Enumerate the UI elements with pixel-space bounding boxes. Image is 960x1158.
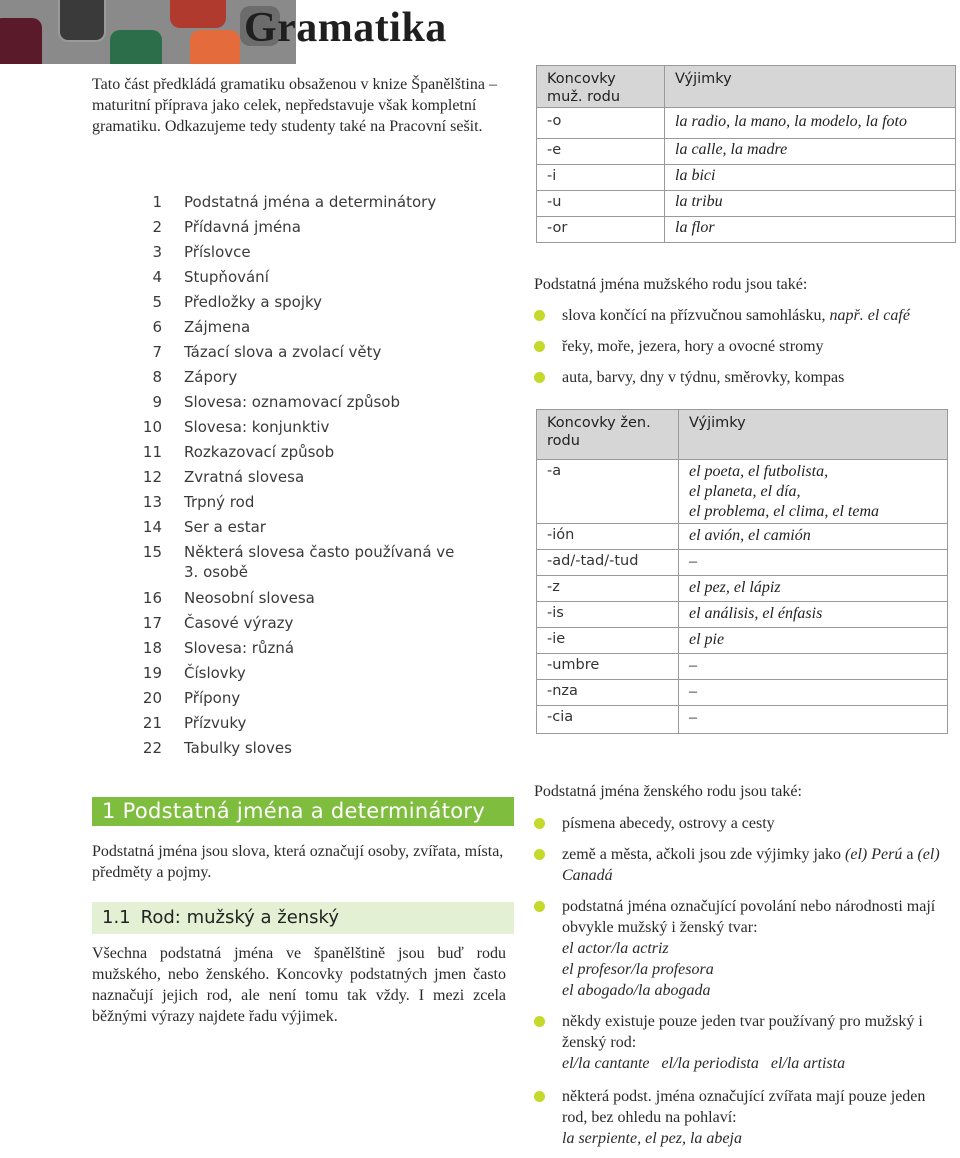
masculine-endings-table [536, 65, 956, 243]
toc-label: Zápory [184, 368, 238, 386]
table-row [537, 576, 948, 602]
ending-cell: -a [537, 460, 679, 524]
ending-cell: -is [537, 602, 679, 628]
item-example: (el) Canadá [562, 846, 940, 884]
list-item [534, 896, 946, 1001]
toc-number: 16 [142, 589, 162, 607]
toc-label: Ser a estar [184, 518, 266, 536]
toc-label: Tázací slova a zvolací věty [184, 343, 382, 361]
toc-item [140, 367, 470, 392]
toc-item [140, 713, 470, 738]
toc-number: 19 [142, 664, 162, 682]
item-text: písmena abecedy, ostrovy a cesty [562, 815, 775, 832]
decor-tile [110, 30, 162, 64]
toc-item [140, 417, 470, 442]
exception-line: el poeta, el futbolista, [689, 463, 829, 480]
toc-number: 8 [152, 368, 162, 386]
bullet-icon [534, 310, 545, 321]
exceptions-cell [679, 460, 948, 524]
toc-label: Slovesa: různá [184, 639, 295, 657]
toc-label: Neosobní slovesa [184, 589, 315, 607]
list-item [534, 367, 946, 388]
exception-line: el problema, el clima, el tema [689, 503, 880, 520]
toc-item [140, 317, 470, 342]
table-header: Výjimky [665, 66, 956, 108]
ending-cell: -cia [537, 706, 679, 734]
table-row [537, 108, 956, 139]
item-text: auta, barvy, dny v týdnu, směrovky, kompas [562, 369, 845, 386]
exceptions-cell: la flor [665, 217, 956, 243]
toc-number: 13 [142, 493, 162, 511]
toc-label: Zvratná slovesa [184, 468, 305, 486]
toc-number: 3 [152, 243, 162, 261]
item-text: země a města, ačkoli jsou zde výjimky jako [562, 846, 846, 863]
ending-cell: -umbre [537, 654, 679, 680]
masculine-also-list [534, 305, 946, 398]
toc-item [140, 442, 470, 467]
toc-label: Příslovce [184, 243, 251, 261]
table-of-contents [140, 192, 470, 763]
ending-cell: -u [537, 191, 665, 217]
bullet-icon [534, 818, 545, 829]
toc-label: Tabulky sloves [184, 739, 292, 757]
toc-number: 9 [152, 393, 162, 411]
toc-number: 18 [142, 639, 162, 657]
subsection-number: 1.1 [102, 907, 131, 928]
item-text: podstatná jména označující povolání nebo národnosti mají obvykle mužský i ženský tvar: [562, 898, 936, 936]
exceptions-cell: la calle, la madre [665, 139, 956, 165]
toc-item [140, 267, 470, 292]
toc-number: 17 [142, 614, 162, 632]
toc-item [140, 492, 470, 517]
item-text: řeky, moře, jezera, hory a ovocné stromy [562, 338, 824, 355]
exceptions-cell: la bici [665, 165, 956, 191]
toc-label: Časové výrazy [184, 614, 294, 632]
decor-tile [190, 30, 240, 64]
exceptions-cell [679, 654, 948, 680]
exceptions-cell [679, 550, 948, 576]
toc-item [140, 342, 470, 367]
section-paragraph: Podstatná jména jsou slova, která označují osoby, zvířata, místa, předměty a pojmy. [92, 843, 504, 881]
table-row [537, 524, 948, 550]
toc-number: 20 [142, 689, 162, 707]
bullet-icon [534, 901, 545, 912]
item-text: některá podst. jména označující zvířata mají pouze jeden rod, bez ohledu na pohlaví: [562, 1088, 926, 1126]
toc-number: 2 [152, 218, 162, 236]
table-header: Výjimky [679, 410, 948, 460]
toc-label: Předložky a spojky [184, 293, 323, 311]
toc-label: Rozkazovací způsob [184, 443, 335, 461]
exceptions-cell [679, 628, 948, 654]
toc-number: 10 [142, 418, 162, 436]
exception-line: – [689, 657, 697, 674]
exceptions-cell: la radio, la mano, la modelo, la foto [665, 108, 956, 139]
item-example: el profesor/la profesora [562, 961, 714, 978]
subsection-heading [92, 902, 514, 934]
toc-number: 1 [152, 193, 162, 211]
list-item [534, 336, 946, 357]
toc-item [140, 292, 470, 317]
item-example: la serpiente, el pez, la abeja [562, 1130, 742, 1147]
subsection-paragraph: Všechna podstatná jména ve španělštině jsou buď rodu mužského, nebo ženského. Koncovky podstatných jmen často naznačují jejich rod, ale není tomu tak vždy. I mezi zcela běžnými výrazy najdete řadu výjimek. [92, 945, 506, 1025]
table-header: Koncovky muž. rodu [537, 66, 665, 108]
item-text: a [902, 846, 918, 863]
table-row [537, 628, 948, 654]
toc-item [140, 588, 470, 613]
exception-line: el planeta, el día, [689, 483, 801, 500]
table-row [537, 654, 948, 680]
list-item [534, 1086, 946, 1149]
toc-number: 14 [142, 518, 162, 536]
toc-number: 4 [152, 268, 162, 286]
exception-line: el pez, el lápiz [689, 579, 781, 596]
toc-item [140, 688, 470, 713]
toc-item [140, 517, 470, 542]
ending-cell: -nza [537, 680, 679, 706]
toc-item [140, 613, 470, 638]
exceptions-cell: la tribu [665, 191, 956, 217]
table-row [537, 706, 948, 734]
subsection-title: Rod: mužský a ženský [140, 907, 339, 928]
toc-item [140, 663, 470, 688]
toc-label: Slovesa: konjunktiv [184, 418, 330, 436]
toc-item [140, 638, 470, 663]
toc-number: 7 [152, 343, 162, 361]
toc-item [140, 392, 470, 417]
masculine-also-lead: Podstatná jména mužského rodu jsou také: [534, 276, 808, 293]
toc-number: 6 [152, 318, 162, 336]
toc-number: 5 [152, 293, 162, 311]
toc-number: 22 [142, 739, 162, 757]
ending-cell: -e [537, 139, 665, 165]
ending-cell: -ión [537, 524, 679, 550]
toc-label: Přípony [184, 689, 241, 707]
table-row [537, 680, 948, 706]
exceptions-cell [679, 602, 948, 628]
toc-label: Stupňování [184, 268, 269, 286]
exception-line: el avión, el camión [689, 527, 811, 544]
table-header: Koncovky žen. rodu [537, 410, 679, 460]
intro-paragraph: Tato část předkládá gramatiku obsaženou v knize Španělština – maturitní příprava jako celek, nepředstavuje však kompletní gramatiku. Odkazujeme tedy studenty také na Pracovní sešit. [92, 76, 497, 135]
toc-number: 12 [142, 468, 162, 486]
bullet-icon [534, 849, 545, 860]
toc-label: Slovesa: oznamovací způsob [184, 393, 401, 411]
exceptions-cell [679, 680, 948, 706]
bullet-icon [534, 1091, 545, 1102]
exception-line: – [689, 553, 697, 570]
item-example: (el) Perú [845, 846, 903, 863]
toc-number: 11 [142, 443, 162, 461]
exception-line: – [689, 709, 697, 726]
decor-tile [58, 0, 106, 42]
item-example: el abogado/la abogada [562, 982, 711, 999]
ending-cell: -o [537, 108, 665, 139]
toc-item [140, 242, 470, 267]
table-row [537, 460, 948, 524]
item-example: např. el café [829, 307, 910, 324]
table-row [537, 602, 948, 628]
table-row [537, 191, 956, 217]
table-row [537, 165, 956, 191]
toc-label: Některá slovesa často používaná ve 3. osobě [184, 543, 455, 581]
item-text: někdy existuje pouze jeden tvar používaný pro mužský i ženský rod: [562, 1013, 923, 1051]
toc-number: 15 [142, 543, 162, 561]
ending-cell: -ad/-tad/-tud [537, 550, 679, 576]
toc-item [140, 467, 470, 492]
list-item [534, 1011, 946, 1074]
toc-label: Trpný rod [184, 493, 255, 511]
bullet-icon [534, 341, 545, 352]
item-example: el actor/la actriz [562, 940, 669, 957]
ending-cell: -i [537, 165, 665, 191]
feminine-endings-table [536, 409, 948, 734]
item-text: slova končící na přízvučnou samohlásku, [562, 307, 830, 324]
list-item [534, 813, 946, 834]
exceptions-cell [679, 576, 948, 602]
toc-label: Číslovky [184, 664, 246, 682]
decor-tile [170, 0, 226, 28]
feminine-also-list [534, 813, 946, 1149]
list-item [534, 305, 946, 326]
toc-item [140, 217, 470, 242]
toc-label: Podstatná jména a determinátory [184, 193, 437, 211]
toc-item [140, 192, 470, 217]
ending-cell: -or [537, 217, 665, 243]
bullet-icon [534, 372, 545, 383]
toc-label: Zájmena [184, 318, 251, 336]
list-item [534, 844, 946, 886]
bullet-icon [534, 1016, 545, 1027]
table-row [537, 139, 956, 165]
item-example: el/la cantante el/la periodista el/la artista [562, 1055, 846, 1072]
exception-line: – [689, 683, 697, 700]
toc-item [140, 738, 470, 763]
decor-tile [0, 18, 42, 64]
toc-label: Přízvuky [184, 714, 247, 732]
table-row [537, 217, 956, 243]
toc-label: Přídavná jména [184, 218, 301, 236]
ending-cell: -z [537, 576, 679, 602]
exception-line: el análisis, el énfasis [689, 605, 823, 622]
page-title: Gramatika [244, 5, 447, 51]
exception-line: el pie [689, 631, 725, 648]
ending-cell: -ie [537, 628, 679, 654]
feminine-also-lead: Podstatná jména ženského rodu jsou také: [534, 783, 802, 800]
toc-item [140, 542, 470, 588]
toc-number: 21 [142, 714, 162, 732]
exceptions-cell [679, 524, 948, 550]
table-row [537, 550, 948, 576]
exceptions-cell [679, 706, 948, 734]
section-heading: 1 Podstatná jména a determinátory [92, 797, 514, 826]
